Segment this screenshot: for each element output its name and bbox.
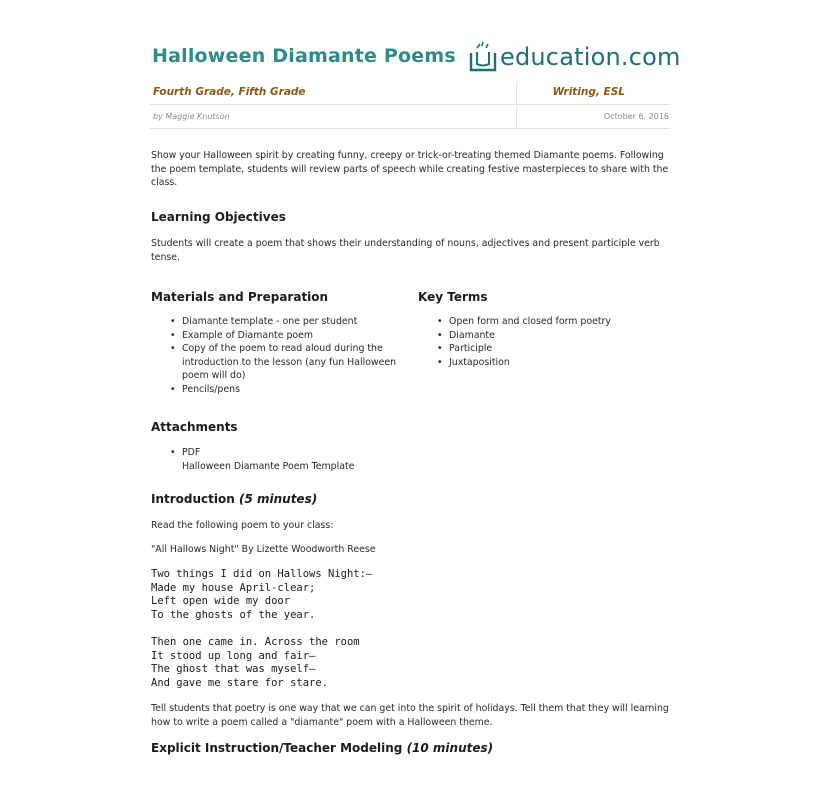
list-item: • Pencils/pens bbox=[170, 383, 400, 397]
logo-text: education.com bbox=[500, 43, 681, 71]
book-logo-icon bbox=[468, 40, 498, 74]
list-item: • Diamante template - one per student bbox=[170, 315, 400, 329]
page-title: Halloween Diamante Poems bbox=[152, 45, 456, 67]
read-instruction: Read the following poem to your class: bbox=[151, 520, 334, 531]
attachments-heading: Attachments bbox=[151, 420, 238, 434]
poem-stanza-1: Two things I did on Hallows Night:— Made my house April-clear; Left open wide my door To the ghosts of the year. bbox=[151, 568, 373, 621]
grades-row bbox=[150, 82, 670, 105]
materials-heading: Materials and Preparation bbox=[151, 290, 329, 304]
list-item: • Juxtaposition bbox=[437, 356, 677, 370]
list-item: • Copy of the poem to read aloud during the introduction to the lesson (any fun Halloween poem will do) bbox=[170, 342, 400, 383]
list-item: • Participle bbox=[437, 342, 677, 356]
explicit-instruction-heading bbox=[151, 741, 493, 755]
poem-stanza-2: Then one came in. Across the room It stood up long and fair— The ghost that was myself— And gave me stare for stare. bbox=[151, 636, 360, 689]
learning-objectives-heading: Learning Objectives bbox=[151, 210, 286, 224]
subjects: Writing, ESL bbox=[552, 86, 625, 98]
author-row bbox=[150, 106, 670, 129]
introduction-closing: Tell students that poetry is one way that we can get into the spirit of holidays. Tell them that they will learning how to write a poem called a "diamante" poem with a Halloween theme. bbox=[151, 703, 669, 728]
explicit-instruction-duration: (10 minutes) bbox=[406, 741, 494, 755]
list-item: • Open form and closed form poetry bbox=[437, 315, 677, 329]
attachment-link[interactable]: Halloween Diamante Poem Template bbox=[182, 460, 355, 472]
attachment-type: PDF bbox=[182, 447, 201, 458]
introduction-duration: (5 minutes) bbox=[238, 492, 318, 506]
learning-objectives-text: Students will create a poem that shows their understanding of nouns, adjectives and present participle verb tense. bbox=[151, 238, 660, 263]
meta-divider bbox=[516, 106, 517, 128]
introduction-heading bbox=[151, 492, 317, 506]
attachments-list bbox=[170, 446, 430, 473]
key-terms-list bbox=[437, 315, 677, 369]
education-logo bbox=[468, 40, 681, 74]
list-item: • Diamante bbox=[437, 329, 677, 343]
list-item: • Example of Diamante poem bbox=[170, 329, 400, 343]
publish-date: October 6, 2016 bbox=[603, 112, 669, 121]
poem-title: "All Hallows Night" By Lizette Woodworth Reese bbox=[151, 544, 376, 555]
author: by Maggie Knutson bbox=[153, 112, 230, 121]
attachment-item[interactable] bbox=[170, 446, 430, 473]
introduction-heading-text: Introduction bbox=[151, 492, 235, 506]
key-terms-heading: Key Terms bbox=[418, 290, 488, 304]
grade-levels: Fourth Grade, Fifth Grade bbox=[153, 86, 306, 98]
explicit-instruction-heading-text: Explicit Instruction/Teacher Modeling bbox=[151, 741, 403, 755]
intro-paragraph: Show your Halloween spirit by creating funny, creepy or trick-or-treating themed Diamante poems. Following the poem template, students will review parts of speech while creating festive masterpieces to share with the class. bbox=[151, 150, 669, 188]
meta-divider bbox=[516, 82, 517, 104]
materials-list bbox=[170, 315, 400, 396]
